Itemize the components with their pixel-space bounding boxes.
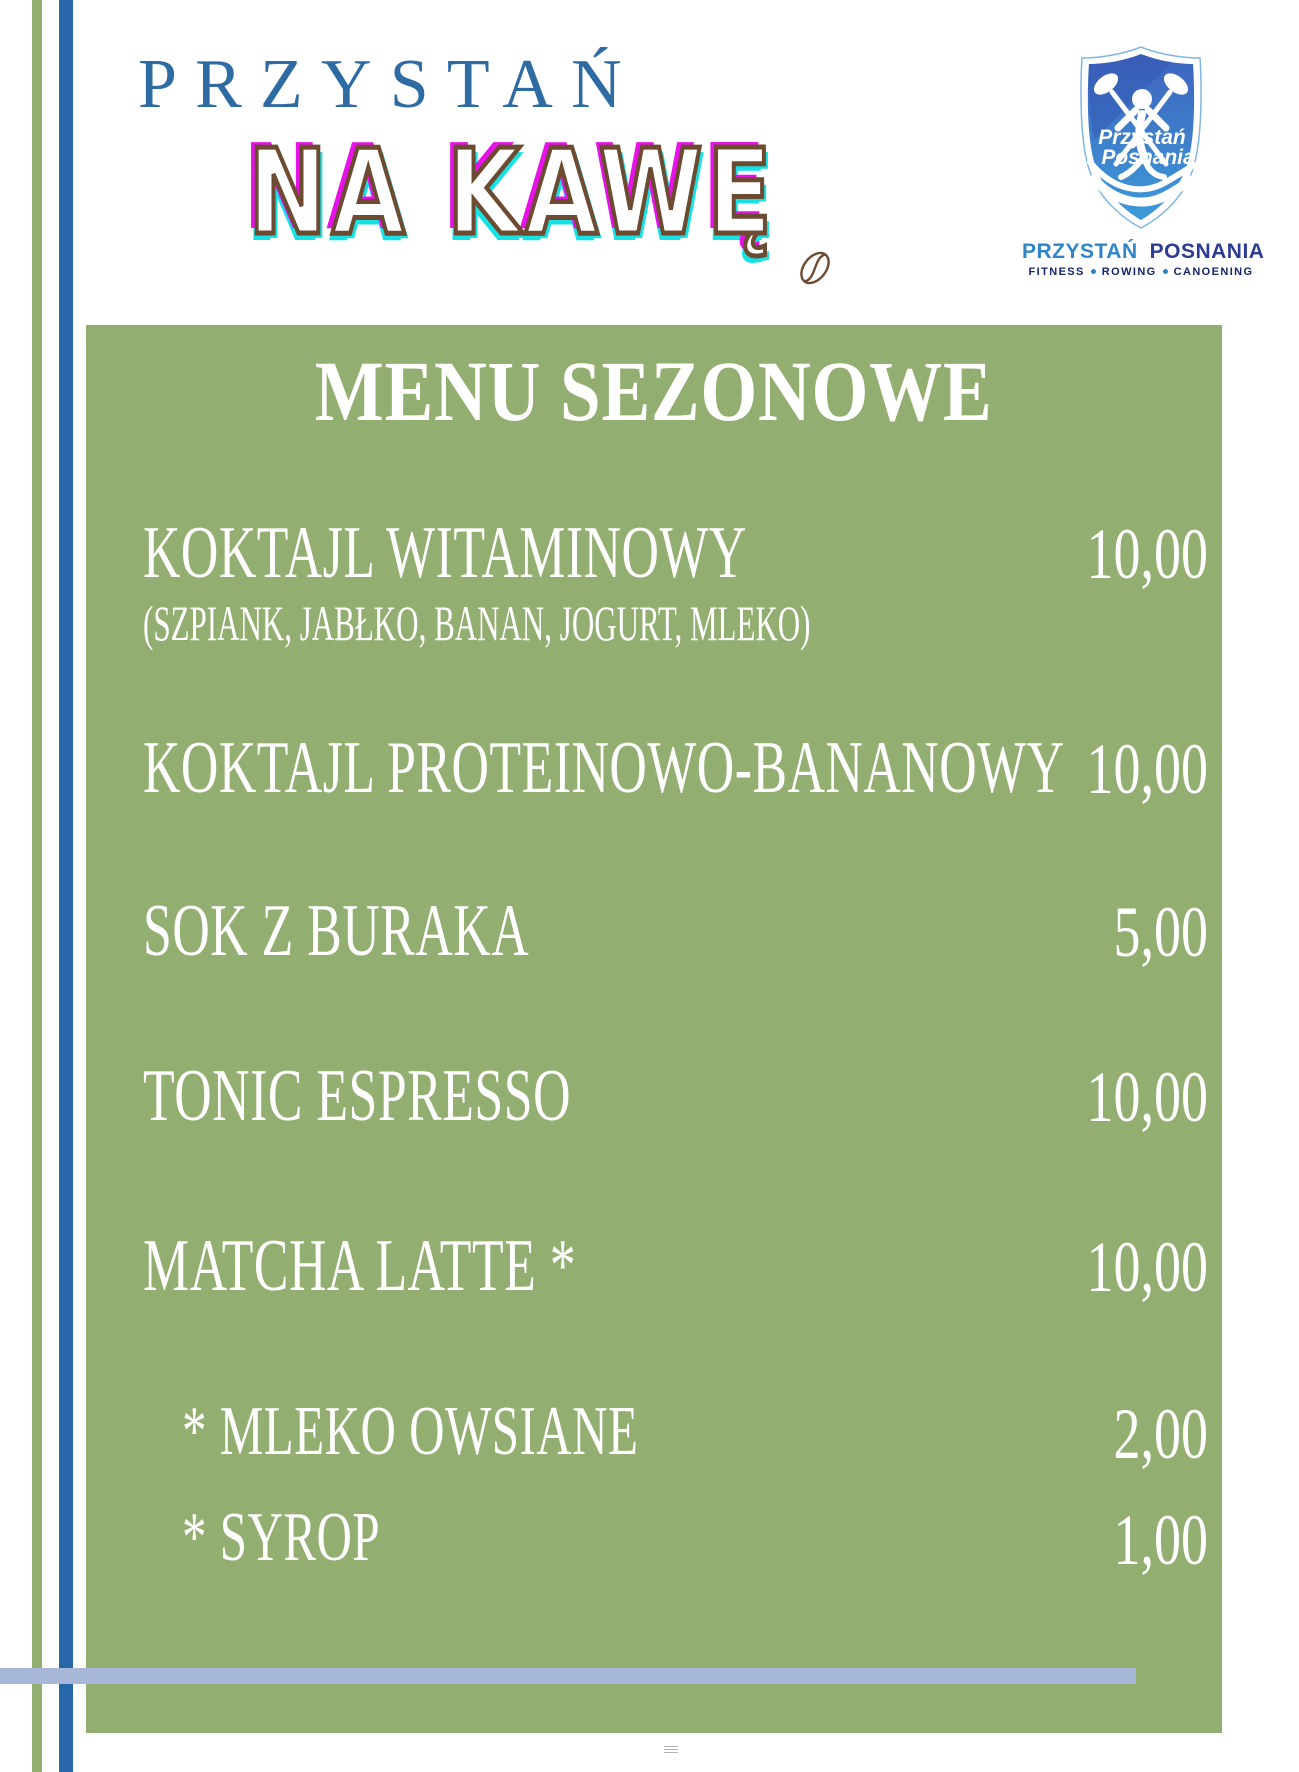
menu-extra-label: * SYROP — [182, 1499, 381, 1576]
menu-title: MENU SEZONOWE — [315, 343, 993, 439]
menu-item-row — [143, 890, 1208, 983]
brand-subtitle — [248, 123, 909, 261]
menu-item-label: MATCHA LATTE * — [143, 1225, 577, 1307]
menu-item-row — [143, 512, 1208, 605]
brand-subtitle-text: NA KAWĘ — [248, 123, 777, 261]
menu-item-label: KOKTAJL WITAMINOWY — [143, 512, 747, 594]
tagline-fitness: FITNESS — [1028, 266, 1085, 278]
menu-item-label: KOKTAJL PROTEINOWO-BANANOWY — [143, 727, 1065, 809]
bottom-periwinkle-stripe — [0, 1668, 1136, 1684]
menu-item-price: 10,00 — [1086, 1057, 1208, 1137]
logo-tagline — [1022, 266, 1260, 278]
bullet-dot-icon — [1163, 269, 1168, 274]
menu-extra-row — [182, 1501, 1208, 1591]
tagline-rowing: ROWING — [1101, 266, 1157, 278]
menu-item-price: 5,00 — [1113, 892, 1208, 972]
menu-extra-label: * MLEKO OWSIANE — [182, 1393, 639, 1470]
menu-item-row — [143, 727, 1208, 820]
menu-item-row — [143, 1225, 1208, 1318]
menu-item-note: (SZPIANK, JABŁKO, BANAN, JOGURT, MLEKO) — [143, 595, 811, 651]
menu-item-price: 10,00 — [1086, 1227, 1208, 1307]
bullet-dot-icon — [1091, 269, 1096, 274]
menu-item-price: 10,00 — [1086, 729, 1208, 809]
menu-item-label: TONIC ESPRESSO — [143, 1055, 572, 1137]
shield-word-1: Przystań — [1098, 126, 1186, 149]
menu-item-price: 10,00 — [1086, 514, 1208, 594]
menu-item-row — [143, 1055, 1208, 1148]
coffee-bean-icon — [792, 244, 838, 297]
menu-extra-row — [182, 1395, 1208, 1485]
brand-title: PRZYSTAŃ — [138, 46, 640, 123]
menu-extra-price: 2,00 — [1113, 1394, 1208, 1474]
logo-name — [1022, 240, 1265, 264]
left-blue-stripe — [59, 0, 73, 1772]
tagline-canoening: CANOENING — [1173, 266, 1254, 278]
left-green-stripe — [32, 0, 42, 1772]
logo-name-word1: PRZYSTAŃ — [1022, 240, 1138, 263]
menu-extra-price: 1,00 — [1113, 1500, 1208, 1580]
club-logo — [1022, 44, 1265, 278]
logo-name-word2: POSNANIA — [1149, 240, 1265, 263]
shield-icon — [1066, 44, 1216, 232]
footer-micro-print — [664, 1746, 678, 1755]
menu-panel — [86, 325, 1222, 1733]
menu-item-label: SOK Z BURAKA — [143, 890, 530, 972]
shield-word-2: Posnania — [1101, 146, 1195, 169]
